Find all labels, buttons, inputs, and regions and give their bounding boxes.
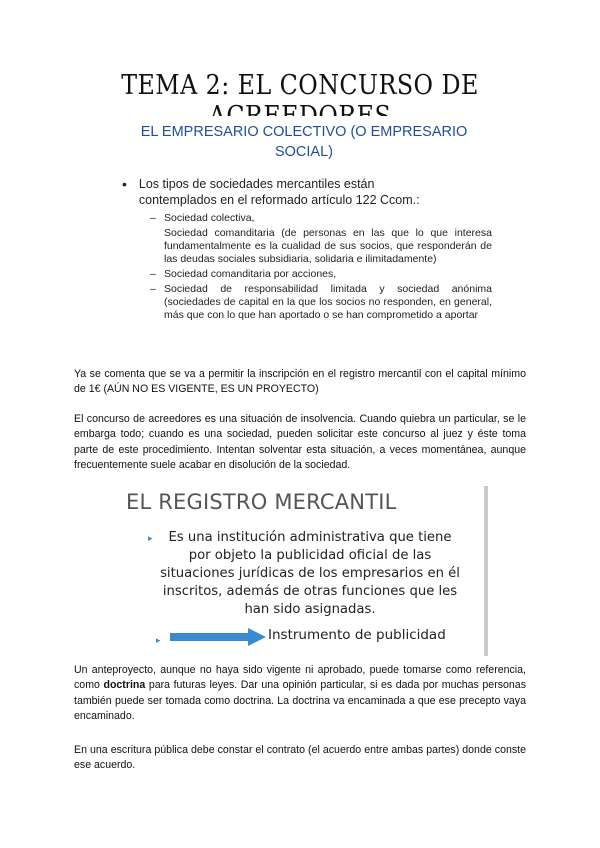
slide1-heading xyxy=(108,122,500,162)
list-item xyxy=(150,227,492,266)
dash-icon: – xyxy=(150,283,156,295)
anteproyecto-text-start: Un anteproyecto, aunque no haya sido vigente ni aprobado, puede tomarse como referencia, como xyxy=(74,664,526,692)
dash-icon: – xyxy=(150,212,156,224)
slide1-lead-line2: contemplados en el reformado artículo 122 Ccom.: xyxy=(138,193,420,207)
slide2-instrument-label: Instrumento de publicidad xyxy=(268,627,446,643)
list-item-text: Sociedad de responsabilidad limitada y sociedad anónima (sociedades de capital en la que los socios no responden, en general, más que con lo que han aportado o se han comprometido a aportar xyxy=(164,283,492,321)
paragraph-escritura: En una escritura pública debe constar el contrato (el acuerdo entre ambas partes) donde conste ese acuerdo. xyxy=(74,744,526,772)
doctrina-bold: doctrina xyxy=(103,679,146,692)
document-title: TEMA 2: EL CONCURSO DE xyxy=(121,70,479,101)
right-arrow-icon xyxy=(170,627,266,647)
dash-icon: – xyxy=(150,268,156,280)
arrow-marker-icon: ▸ xyxy=(148,533,153,543)
list-item-text: Sociedad colectiva, xyxy=(164,212,255,224)
list-item xyxy=(150,268,492,281)
slide-empresario-colectivo xyxy=(108,116,500,366)
list-item xyxy=(150,212,492,225)
slide2-body-line: situaciones jurídicas de los empresarios en él xyxy=(160,566,460,581)
slide-registro-mercantil xyxy=(120,486,488,656)
paragraph-capital-minimo: Ya se comenta que se va a permitir la inscripción en el registro mercantil con el capital mínimo de 1€ (AÚN NO ES VIGENTE, ES UN PROYECTO) xyxy=(74,368,526,396)
slide2-body-line: por objeto la publicidad oficial de las xyxy=(188,548,432,563)
list-item xyxy=(150,283,492,322)
list-item-text: Sociedad comanditaria por acciones, xyxy=(164,268,337,280)
slide1-heading-line1: EL EMPRESARIO COLECTIVO (O EMPRESARIO xyxy=(140,124,468,140)
paragraph-concurso: El concurso de acreedores es una situación de insolvencia. Cuando quiebra un particular, se le embarga todo; cuando es una sociedad, pueden solicitar este concurso al juez y éste toma parte de este procedimiento. Intentan solventar esta situación, a veces momentánea, aunque frecuentemente suele acabar en disolución de la sociedad. xyxy=(74,413,526,471)
list-item-text: Sociedad comanditaria (de personas en las que lo que interesa fundamentalmente es la cualidad de sus socios, que responderán de las deudas sociales subsidiaria, solidaria e ilimitadamente) xyxy=(164,227,492,265)
slide1-list xyxy=(150,212,492,322)
slide2-body-line: han sido asignadas. xyxy=(244,602,376,617)
slide1-heading-line2: SOCIAL) xyxy=(274,144,333,160)
slide1-lead xyxy=(122,176,492,208)
slide1-lead-line1: Los tipos de sociedades mercantiles están xyxy=(138,177,375,191)
paragraph-anteproyecto xyxy=(74,663,526,724)
bullet-icon: • xyxy=(122,176,127,192)
slide2-title: EL REGISTRO MERCANTIL xyxy=(126,490,397,514)
slide2-body-line: inscritos, además de otras funciones que les xyxy=(162,584,458,599)
slide2-body-line: Es una institución administrativa que tiene xyxy=(168,530,452,545)
anteproyecto-text-end: para futuras leyes. Dar una opinión particular, si es dada por muchas personas también puede ser tomada como doctrina. La doctrina va encaminada a que ese precepto vaya encaminado. xyxy=(74,679,526,722)
slide2-divider xyxy=(484,486,488,656)
arrow-marker-icon: ▸ xyxy=(156,635,161,645)
list-item-spacer xyxy=(150,227,158,266)
slide2-body xyxy=(150,529,470,619)
slide1-body xyxy=(122,176,492,322)
